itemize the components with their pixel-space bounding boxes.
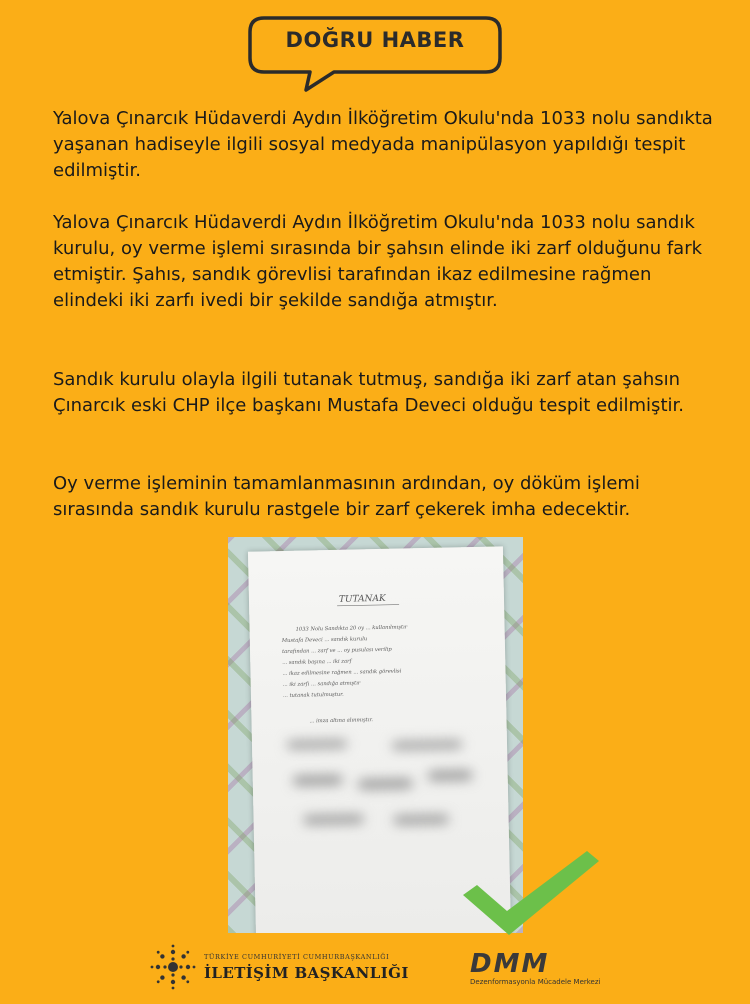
- report-title: TUTANAK: [338, 593, 386, 605]
- checkmark-icon: [455, 845, 605, 940]
- paragraph-2: Yalova Çınarcık Hüdaverdi Aydın İlköğretim Okulu'nda 1033 nolu sandık kurulu, oy verme işlemi sırasında bir şahsın elinde iki zarf olduğunu fark etmiştir. Şahıs, sandık görevlisi tarafından ikaz edilmesine rağmen elindeki iki zarfı ivedi bir şekilde sandığa atmıştır.: [53, 212, 703, 311]
- dmm-subtitle: Dezenformasyonla Mücadele Merkezi: [470, 978, 601, 986]
- org-title: İLETİŞİM BAŞKANLIĞI: [204, 963, 409, 982]
- verdict-badge: [244, 14, 506, 94]
- report-line: ... tutanak tutulmuştur.: [282, 691, 344, 700]
- report-line: 1033 Nolu Sandıkta 20 oy ... kullanılmıştır: [295, 624, 408, 633]
- report-line: tarafından ... zarf ve ... oy pusulası verilip: [281, 646, 392, 656]
- presidency-seal-icon: [150, 944, 196, 990]
- dmm-logo: [470, 949, 601, 986]
- paragraph-3: Sandık kurulu olayla ilgili tutanak tutmuş, sandığa iki zarf atan şahsın Çınarcık eski CHP ilçe başkanı Mustafa Deveci olduğu tespit edilmiştir.: [53, 369, 684, 416]
- report-line: Mustafa Deveci ... sandık kurulu: [281, 636, 368, 645]
- report-line: ... iki zarfı ... sandığa atmıştır: [282, 680, 361, 689]
- report-line: ... imza altına alınmıştır.: [309, 717, 374, 725]
- dmm-logo-text: DMM: [470, 949, 550, 979]
- org-subtitle: TÜRKİYE CUMHURİYETİ CUMHURBAŞKANLIĞI: [204, 952, 390, 961]
- paragraph-4: Oy verme işleminin tamamlanmasının ardından, oy döküm işlemi sırasında sandık kurulu rastgele bir zarf çekerek imha edecektir.: [53, 473, 640, 520]
- report-line: ... sandık başına ... iki zarf: [282, 658, 352, 667]
- speech-bubble-icon: [244, 14, 506, 94]
- verdict-label: DOĞRU HABER: [285, 28, 465, 52]
- blurred-signatures: [282, 732, 484, 846]
- paragraph-1: Yalova Çınarcık Hüdaverdi Aydın İlköğretim Okulu'nda 1033 nolu sandıkta yaşanan hadiseyle ilgili sosyal medyada manipülasyon yapıldığı tespit edilmiştir.: [53, 108, 713, 181]
- report-line: ... ikaz edilmesine rağmen ... sandık görevlisi: [282, 668, 402, 678]
- iletisim-baskanligi-logo: [150, 944, 409, 990]
